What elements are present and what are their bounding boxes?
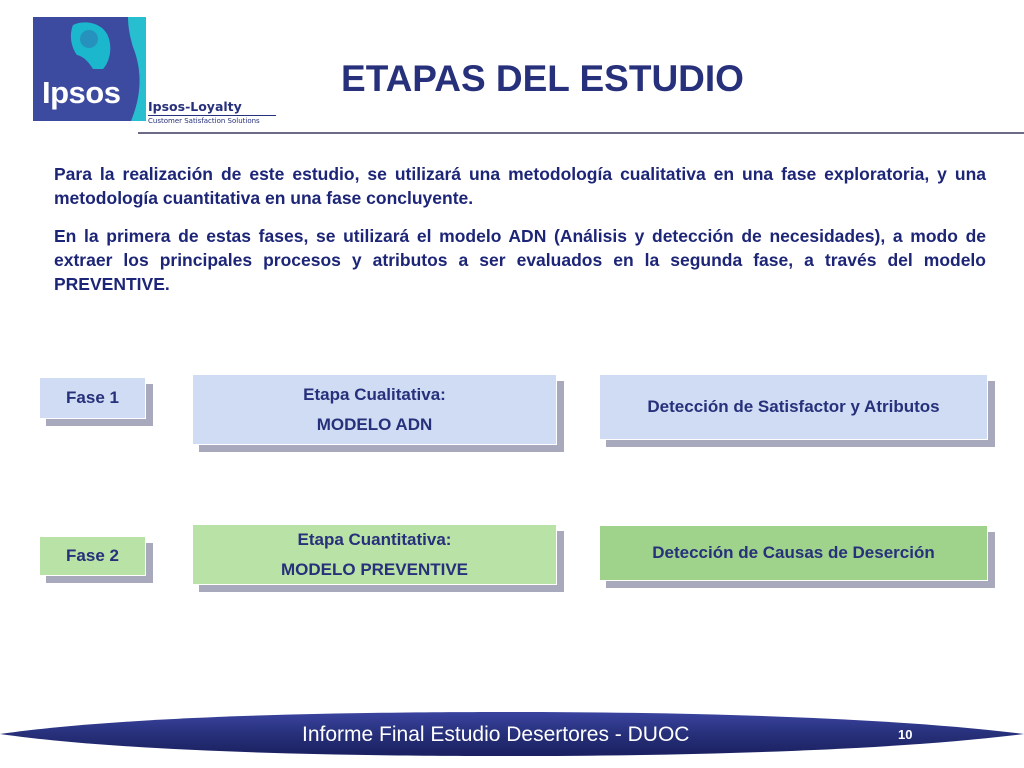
phase-1-label-text: Fase 1 bbox=[66, 388, 119, 407]
phase-1-stage-model: MODELO ADN bbox=[316, 414, 433, 434]
phase-2-label-text: Fase 2 bbox=[66, 546, 119, 565]
phase-1-stage-title: Etapa Cualitativa: bbox=[303, 384, 446, 404]
page-title: ETAPAS DEL ESTUDIO bbox=[341, 58, 744, 99]
phase-1-stage bbox=[192, 374, 557, 445]
phase-2-result-text: Detección de Causas de Deserción bbox=[652, 543, 935, 562]
brand-subtitle bbox=[148, 100, 278, 126]
title-divider bbox=[138, 132, 1024, 134]
page-number: 10 bbox=[898, 727, 913, 742]
phase-2-result bbox=[599, 525, 988, 581]
footer-title: Informe Final Estudio Desertores - DUOC bbox=[302, 723, 690, 746]
phase-1-label bbox=[39, 377, 146, 419]
brand-tagline: Customer Satisfaction Solutions bbox=[148, 117, 260, 125]
phase-2-stage bbox=[192, 524, 557, 585]
phase-2-stage-title: Etapa Cuantitativa: bbox=[297, 529, 452, 549]
paragraph-1: Para la realización de este estudio, se utilizará una metodología cualitativa en una fase exploratoria, y una metodología cuantitativa en una fase concluyente. bbox=[54, 164, 986, 208]
phase-1-result-text: Detección de Satisfactor y Atributos bbox=[647, 397, 940, 416]
logo-wordmark: Ipsos bbox=[42, 75, 121, 110]
brand-divider bbox=[148, 115, 276, 116]
ipsos-logo bbox=[33, 17, 146, 121]
phase-1-result bbox=[599, 374, 988, 440]
intro-text bbox=[54, 162, 986, 310]
paragraph-2: En la primera de estas fases, se utilizará el modelo ADN (Análisis y detección de necesidades), a modo de extraer los principales procesos y atributos a ser evaluados en la segunda fase, a través del modelo PREVENTIVE. bbox=[54, 226, 986, 294]
brand-name: Ipsos-Loyalty bbox=[148, 99, 242, 114]
phase-2-label bbox=[39, 536, 146, 576]
phase-2-stage-model: MODELO PREVENTIVE bbox=[280, 559, 469, 579]
